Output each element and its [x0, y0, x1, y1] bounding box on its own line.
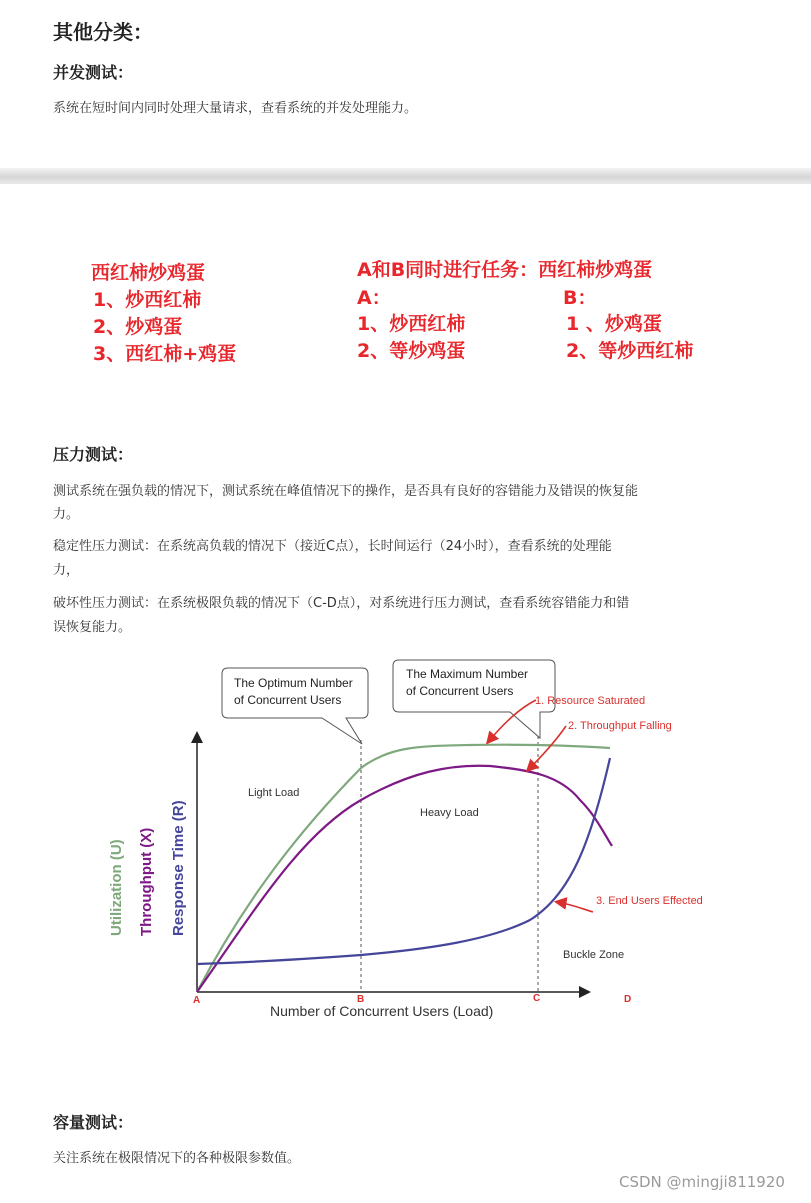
stable-stress-line: 力， [53, 563, 80, 578]
end-users-note: 3. End Users Effected [596, 895, 703, 907]
stress-description-line: 测试系统在强负载的情况下，测试系统在峰值情况下的操作，是否具有良好的容错能力及错误的恢复能 [53, 484, 639, 499]
stable-stress-line: 稳定性压力测试：在系统高负载的情况下（接近C点），长时间运行（24小时），查看系统的处理能 [53, 539, 612, 554]
stress-description-line: 力。 [53, 507, 80, 522]
point-a-label: A [193, 995, 201, 1006]
point-d-label: D [624, 994, 632, 1005]
example-b-step: 2、等炒西红柿 [566, 340, 694, 362]
optimum-callout-line: of Concurrent Users [234, 693, 342, 707]
light-load-label: Light Load [248, 787, 300, 799]
heading-capacity-test: 容量测试： [53, 1113, 134, 1132]
heading-concurrency-test: 并发测试： [53, 63, 134, 82]
csdn-watermark: CSDN @mingji811920 [619, 1173, 785, 1191]
x-axis-label: Number of Concurrent Users (Load) [270, 1003, 494, 1019]
example-left-step: 1、炒西红柿 [93, 289, 202, 311]
example-a-step: 1、炒西红柿 [357, 313, 466, 335]
example-right-title: A和B同时进行任务：西红柿炒鸡蛋 [357, 259, 653, 281]
example-b-label: B： [563, 287, 597, 309]
example-a-label: A： [357, 287, 391, 309]
maximum-callout-line: of Concurrent Users [406, 684, 514, 698]
concurrency-description: 系统在短时间内同时处理大量请求，查看系统的并发处理能力。 [53, 101, 418, 116]
performance-curve-figure [0, 640, 811, 1040]
optimum-callout-line: The Optimum Number [234, 676, 353, 690]
example-a-step: 2、等炒鸡蛋 [357, 340, 466, 362]
throughput-axis-label: Throughput (X) [138, 827, 155, 936]
heading-stress-test: 压力测试： [53, 445, 134, 464]
point-b-label: B [357, 994, 365, 1005]
heavy-load-label: Heavy Load [420, 807, 479, 819]
example-left-step: 2、炒鸡蛋 [93, 316, 183, 338]
example-left-step: 3、西红柿+鸡蛋 [93, 343, 237, 365]
utilization-axis-label: Utilization (U) [108, 839, 125, 936]
example-b-step: 1 、炒鸡蛋 [566, 313, 662, 335]
throughput-falling-note: 2. Throughput Falling [568, 720, 672, 732]
destructive-stress-line: 误恢复能力。 [53, 620, 132, 635]
section-divider [0, 168, 811, 184]
example-left-title: 西红柿炒鸡蛋 [91, 262, 206, 284]
resource-saturated-note: 1. Resource Saturated [535, 695, 646, 707]
response-time-axis-label: Response Time (R) [170, 800, 187, 936]
buckle-zone-label: Buckle Zone [563, 949, 625, 961]
maximum-callout-line: The Maximum Number [406, 667, 529, 681]
destructive-stress-line: 破坏性压力测试：在系统极限负载的情况下（C-D点），对系统进行压力测试，查看系统容错能力和错 [53, 596, 630, 611]
capacity-description: 关注系统在极限情况下的各种极限参数值。 [53, 1151, 301, 1166]
heading-other-categories: 其他分类： [53, 20, 153, 44]
point-c-label: C [533, 993, 541, 1004]
